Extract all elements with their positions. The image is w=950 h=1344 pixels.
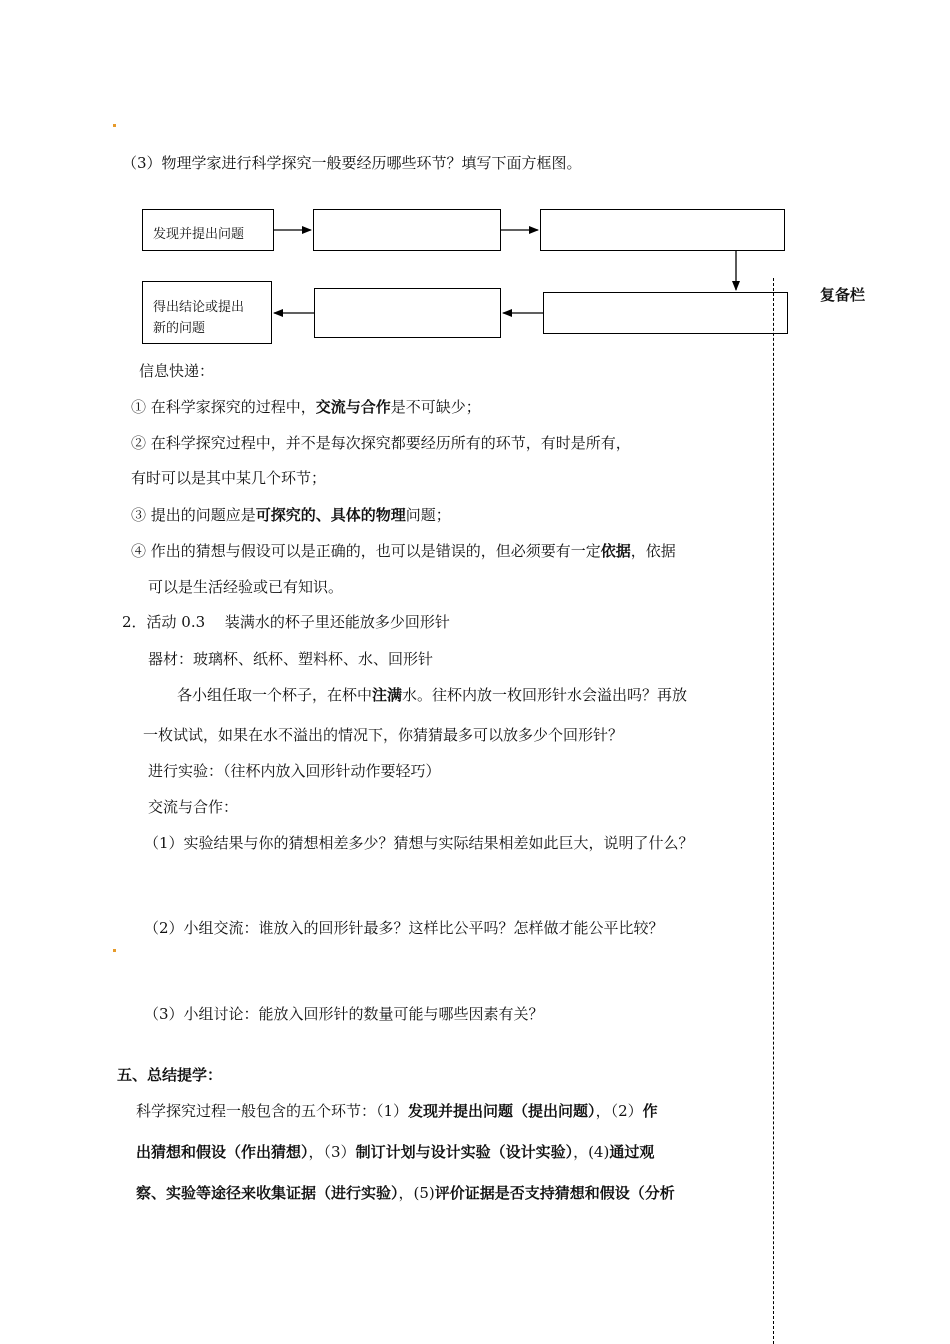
activity-question-2: （2）小组交流：谁放入的回形针最多？这样比公平吗？怎样做才能公平比较？: [144, 919, 664, 937]
flow-box-6-line2: 新的问题: [153, 321, 206, 336]
info-item-2: ② 在科学探究过程中，并不是每次探究都要经历所有的环节，有时是所有，: [131, 434, 631, 452]
activity-materials: 器材：玻璃杯、纸杯、塑料杯、水、回形针: [148, 650, 434, 668]
flow-box-1-label: 发现并提出问题: [153, 227, 245, 242]
margin-dashed-line: [773, 278, 774, 1344]
sidebar-label: 复备栏: [820, 286, 866, 304]
info-item-4-cont: 可以是生活经验或已有知识。: [148, 578, 344, 596]
summary-line-1: 科学探究过程一般包含的五个环节：（1）发现并提出问题（提出问题），（2）作: [136, 1102, 658, 1120]
activity-title: 2．活动 0.3 装满水的杯子里还能放多少回形针: [122, 613, 450, 631]
activity-paragraph: 各小组任取一个杯子，在杯中注满水。往杯内放一枚回形针水会溢出吗？再放: [177, 686, 688, 704]
activity-question-1: （1）实验结果与你的猜想相差多少？猜想与实际结果相差如此巨大，说明了什么？: [144, 834, 694, 852]
flowchart-question: （3）物理学家进行科学探究一般要经历哪些环节？填写下面方框图。: [122, 154, 582, 172]
activity-experiment: 进行实验：（往杯内放入回形针动作要轻巧）: [148, 762, 441, 780]
info-title: 信息快递：: [139, 362, 215, 380]
activity-exchange: 交流与合作：: [148, 798, 239, 816]
info-item-2-cont: 有时可以是其中某几个环节；: [131, 469, 327, 487]
summary-line-3: 察、实验等途径来收集证据（进行实验），(5)评价证据是否支持猜想和假设（分析: [136, 1184, 675, 1202]
info-item-1: ① 在科学家探究的过程中，交流与合作是不可缺少；: [131, 398, 481, 416]
flow-box-6-line1: 得出结论或提出: [153, 300, 245, 315]
activity-question-3: （3）小组讨论：能放入回形针的数量可能与哪些因素有关？: [144, 1005, 544, 1023]
info-item-3: ③ 提出的问题应是可探究的、具体的物理问题；: [131, 506, 451, 524]
info-item-4: ④ 作出的猜想与假设可以是正确的，也可以是错误的，但必须要有一定依据，依据: [131, 542, 676, 560]
activity-paragraph-cont: 一枚试试，如果在水不溢出的情况下，你猜猜最多可以放多少个回形针？: [143, 726, 624, 744]
summary-line-2: 出猜想和假设（作出猜想），（3）制订计划与设计实验（设计实验），(4)通过观: [136, 1143, 655, 1161]
summary-title: 五、总结提学：: [117, 1066, 223, 1084]
